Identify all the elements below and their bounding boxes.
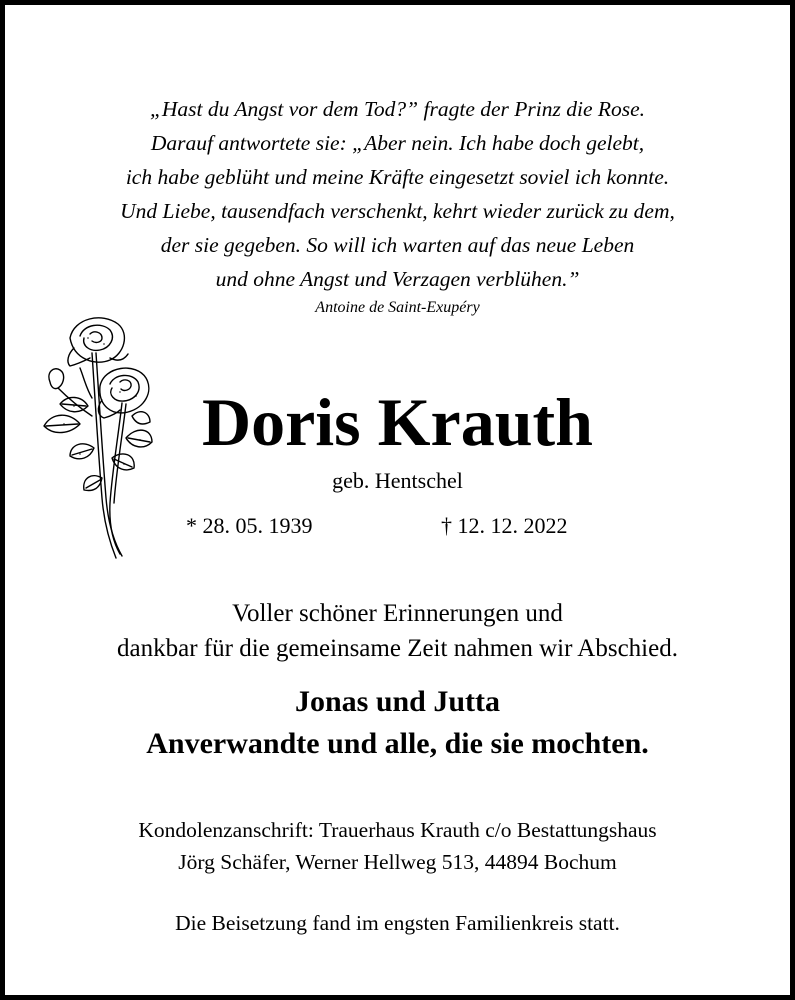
maiden-name: geb. Hentschel <box>332 468 463 493</box>
quote-author: Antoine de Saint-Exupéry <box>315 299 480 316</box>
birth-date: * 28. 05. 1939 <box>186 513 313 538</box>
farewell-line: dankbar für die gemeinsame Zeit nahmen wir Abschied. <box>117 635 678 662</box>
quote-block <box>30 92 765 296</box>
mourners-line: Jonas und Jutta <box>294 685 501 718</box>
quote-line: und ohne Angst und Verzagen verblühen.” <box>215 267 580 291</box>
quote-line: Und Liebe, tausendfach verschenkt, kehrt wieder zurück zu dem, <box>120 199 675 223</box>
farewell-line: Voller schöner Erinnerungen und <box>232 600 563 627</box>
quote-line: „Hast du Angst vor dem Tod?” fragte der Prinz die Rose. <box>149 97 646 121</box>
quote-line: ich habe geblüht und meine Kräfte eingesetzt soviel ich konnte. <box>125 165 670 189</box>
quote-line: Darauf antwortete sie: „Aber nein. Ich habe doch gelebt, <box>150 131 645 155</box>
condolence-address <box>20 814 775 878</box>
address-line: Kondolenzanschrift: Trauerhaus Krauth c/o Bestattungshaus <box>138 818 657 842</box>
address-line: Jörg Schäfer, Werner Hellweg 513, 44894 Bochum <box>178 850 617 874</box>
quote-line: der sie gegeben. So will ich warten auf das neue Leben <box>160 233 635 257</box>
burial-note: Die Beisetzung fand im engsten Familienkreis statt. <box>175 911 620 935</box>
deceased-name: Doris Krauth <box>202 384 593 460</box>
mourners-line: Anverwandte und alle, die sie mochten. <box>146 727 649 760</box>
mourners-block <box>20 681 775 765</box>
death-date: † 12. 12. 2022 <box>441 513 568 538</box>
farewell-text <box>20 596 775 666</box>
